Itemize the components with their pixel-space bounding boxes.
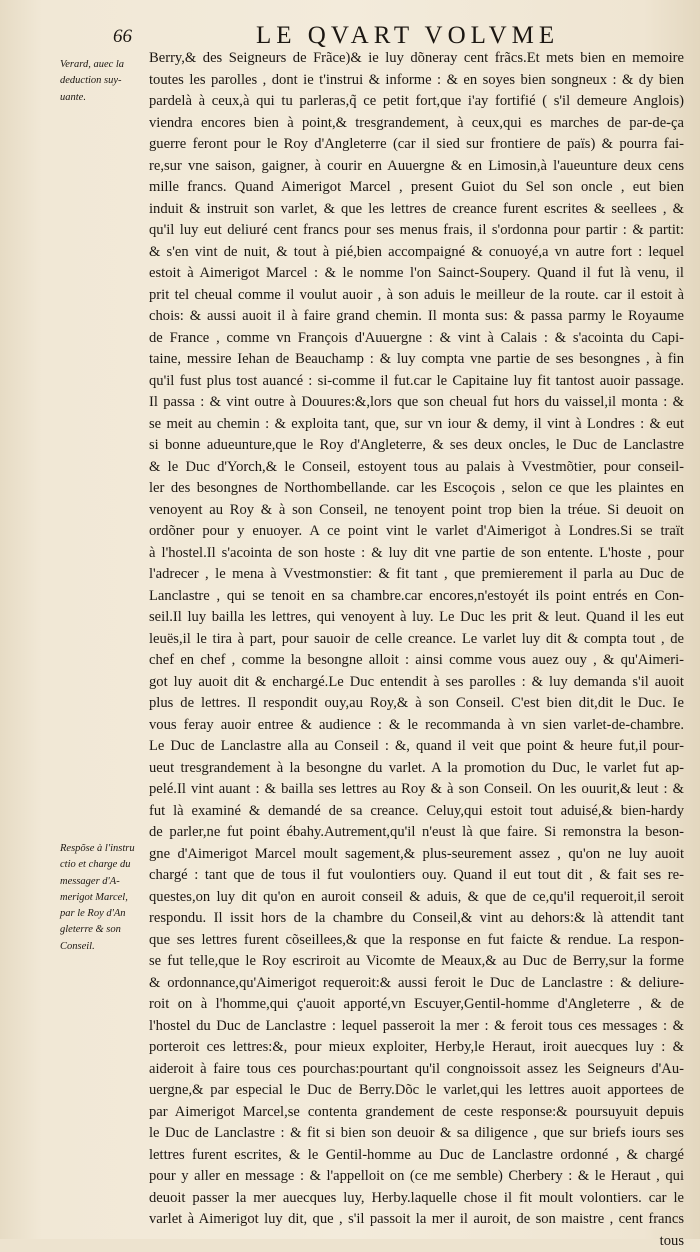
margin-note-line: par le Roy d'An	[60, 906, 144, 922]
text-line: vous feray auoir entree & audience : & le recommanda à vn sien varlet-de-chambre.	[149, 715, 684, 737]
text-line: estoit à Aimerigot Marcel : & le nomme l'on Sainct-Soupery. Quand il fut là venu, il	[149, 263, 684, 285]
text-line: que ses lettres furent cõseillees,& que la response en fut faicte & rendue. La respon-	[149, 930, 684, 952]
text-line: aideroit à faire tous ces pourchas:pourtant qu'il congnoissoit assez les Seigneurs d'Au-	[149, 1059, 684, 1081]
text-line: got luy auoit dit & enchargé.Le Duc entendit à ses parolles : & luy demanda s'il auoit	[149, 672, 684, 694]
text-line: chois: & aussi auoit il à faire grand chemin. Il monta sus: & passa parmy le Royaume	[149, 306, 684, 328]
text-line: mille francs. Quand Aimerigot Marcel , present Guiot du Sel son oncle , eut bien	[149, 177, 684, 199]
text-line: venoyent au Roy & à son Conseil, ne tenoyent point trop bien la tréue. Si deuoit on	[149, 500, 684, 522]
text-line: induit & instruit son varlet, & que les lettres de creance furent escrites & seellees , &	[149, 199, 684, 221]
text-line: ler des besongnes de Northombellande. car les Escoçois , selon ce que les plaintes en	[149, 478, 684, 500]
text-line: gne d'Aimerigot Marcel moult sagement,& plus-seurement assez , qu'on ne luy auoit	[149, 844, 684, 866]
text-line: & ordonnance,qu'Aimerigot requeroit:& aussi feroit le Duc de Lanclastre : & deliure-	[149, 973, 684, 995]
text-line: se meit au chemin : & exploita tant, que, sur vn iour & demy, il vint à Londres : & eut	[149, 414, 684, 436]
text-line: chef en chef , comme la besongne alloit : ainsi comme vous auez ouy , & qu'Aimeri-	[149, 650, 684, 672]
text-line: guerre feront pour le Roy d'Angleterre (car il sied sur frontiere de païs) & pourra fai-	[149, 134, 684, 156]
text-line: pardelà à ceux,à qui tu parleras,q̃ ce petit fort,que i'ay fortifié ( s'il demeure Anglois)	[149, 91, 684, 113]
text-line: Il passa : & vint outre à Douures:&,lors que son cheual fut hors du vaissel,il monta : &	[149, 392, 684, 414]
text-line: si bonne adueunture,que le Roy d'Angleterre, & ses deux oncles, le Duc de Lanclastre	[149, 435, 684, 457]
text-line: qu'il luy eut deliuré cent francs pour ses menus frais, il s'ordonna pour partir : & partit:	[149, 220, 684, 242]
text-line: se fut telle,que le Roy escriroit au Vicomte de Meaux,& au Duc de Berry,sur la forme	[149, 951, 684, 973]
margin-note-line: Verard, auec la	[60, 57, 144, 73]
text-line: pelé.Il vint auant : & bailla ses lettres au Roy & à son Conseil. On les ouurit,& leut : &	[149, 779, 684, 801]
margin-note-line: ctio et charge du	[60, 857, 144, 873]
text-line: tous	[149, 1231, 684, 1252]
margin-note-line: gleterre & son	[60, 922, 144, 938]
margin-note-line: Respõse à l'instru	[60, 841, 144, 857]
text-line: prit tel cheual comme il voulut auoir , à son aduis le meilleur de la route. car il estoit à	[149, 285, 684, 307]
margin-note-line: Conseil.	[60, 939, 144, 955]
text-line: respondu. Il issit hors de la chambre du Conseil,& vint au dehors:& là attendit tant	[149, 908, 684, 930]
text-line: leuës,il le tira à part, pour sauoir de celle creance. Le varlet luy dit & compta tout , de	[149, 629, 684, 651]
text-line: ueut tresgrandement à la besongne du varlet. A la promotion du Duc, le varlet fut ap-	[149, 758, 684, 780]
text-line: de parler,ne fut point ébahy.Autrement,qu'il n'eust là que faire. Si remonstra la beson-	[149, 822, 684, 844]
text-line: seil.Il luy bailla les lettres, qui venoyent à luy. Le Duc les prit & leut. Quand il les eut	[149, 607, 684, 629]
text-line: l'adrecer , le mena à Vvestmonstier: & fit tant , que premierement il parla au Duc de	[149, 564, 684, 586]
text-line: uergne,& par especial le Duc de Berry.Dõc le varlet,qui les lettres auoit apportees de	[149, 1080, 684, 1102]
margin-note-line: merigot Marcel,	[60, 890, 144, 906]
text-line: & s'en vint de nuit, & tout à pié,bien accompaigné & conuoyé,a vn autre fort : lequel	[149, 242, 684, 264]
text-line: & le Duc d'Yorch,& le Conseil, estoyent tous au palais à Vvestmõtier, pour conseil-	[149, 457, 684, 479]
margin-note-line: deduction suy-	[60, 73, 144, 89]
body-text	[149, 48, 684, 1252]
text-line: questes,on luy dit qu'on en auroit conseil & aduis, & que de ce,qu'il requeroit,il seroit	[149, 887, 684, 909]
text-line: Le Duc de Lanclastre alla au Conseil : &, quand il veit que point & heure fut,il pour-	[149, 736, 684, 758]
text-line: qu'il fust plus tost auancé : si-comme il fut.car le Capitaine luy fit tantost auoir passage.	[149, 371, 684, 393]
text-line: le Duc de Lanclastre : & fit si bien son deuoir & sa diligence , que sur briefs iours ses	[149, 1123, 684, 1145]
text-line: Berry,& des Seigneurs de Frãce)& ie luy dõneray cent frãcs.Et mets bien en memoire	[149, 48, 684, 70]
text-line: viendra encores bien à point,& tresgrandement, à ceux,qui es marches de par-de-ça	[149, 113, 684, 135]
margin-note-response	[60, 841, 144, 955]
text-line: Lanclastre , qui se tenoit en sa chambre.car encores,n'estoyét ils point entrés en Con-	[149, 586, 684, 608]
margin-note-line: messager d'A-	[60, 874, 144, 890]
margin-note-line: uante.	[60, 90, 144, 106]
text-line: porteroit ces lettres:&, pour mieux exploiter, Herby,le Heraut, iroit auecques luy : &	[149, 1037, 684, 1059]
text-line: lettres furent escrites, & le Gentil-homme au Duc de Lanclastre ordonné , & chargé	[149, 1145, 684, 1167]
text-line: à l'hostel.Il s'acointa de son hoste : & luy dit vne partie de son entente. L'hoste , pour	[149, 543, 684, 565]
text-line: chargé : tant que de tous il fut voulontiers ouy. Quand il eut tout dit , & fait ses re-	[149, 865, 684, 887]
text-line: taine, messire Iehan de Beauchamp : & luy compta vne partie de ses besongnes , à fin	[149, 349, 684, 371]
text-line: pour y aller en message : & l'appelloit on (ce me semble) Cherbery : & le Heraut , qui	[149, 1166, 684, 1188]
text-line: toutes les parolles , dont ie t'instrui & informe : & en soyes bien songneux : & dy bien	[149, 70, 684, 92]
text-line: de France , comme vn François d'Auuergne : & vint à Calais : & s'acointa du Capi-	[149, 328, 684, 350]
text-line: re,sur vne saison, gaigner, à courir en Auuergne & en Limosin,à l'aueunture deux cens	[149, 156, 684, 178]
text-line: par Aimerigot Marcel,se contenta grandement de ceste response:& poursuyuit depuis	[149, 1102, 684, 1124]
text-line: l'hostel du Duc de Lanclastre : lequel passeroit la mer : & feroit tous ces messages : &	[149, 1016, 684, 1038]
folio-number: 66	[113, 26, 132, 48]
text-line: varlet à Aimerigot luy dit, que , s'il passoit la mer il auroit, de son maistre , cent francs	[149, 1209, 684, 1231]
text-line: fut là examiné & demandé de sa creance. Celuy,qui estoit tout aduisé,& bien-hardy	[149, 801, 684, 823]
text-line: deuoit passer la mer auecques luy, Herby.laquelle chose il fit moult volontiers. car le	[149, 1188, 684, 1210]
running-title: LE QVART VOLVME	[256, 22, 559, 50]
text-line: plus de lettres. Il respondit ouy,au Roy,& à son Conseil. C'est bien dit,dit le Duc. Ie	[149, 693, 684, 715]
text-line: roit on à l'homme,qui ç'auoit apporté,vn Escuyer,Gentil-homme d'Angleterre , & de	[149, 994, 684, 1016]
text-line: ordõner pour y enuoyer. A ce point vint le varlet d'Aimerigot à Londres.Si se traït	[149, 521, 684, 543]
margin-note-verard	[60, 57, 144, 106]
